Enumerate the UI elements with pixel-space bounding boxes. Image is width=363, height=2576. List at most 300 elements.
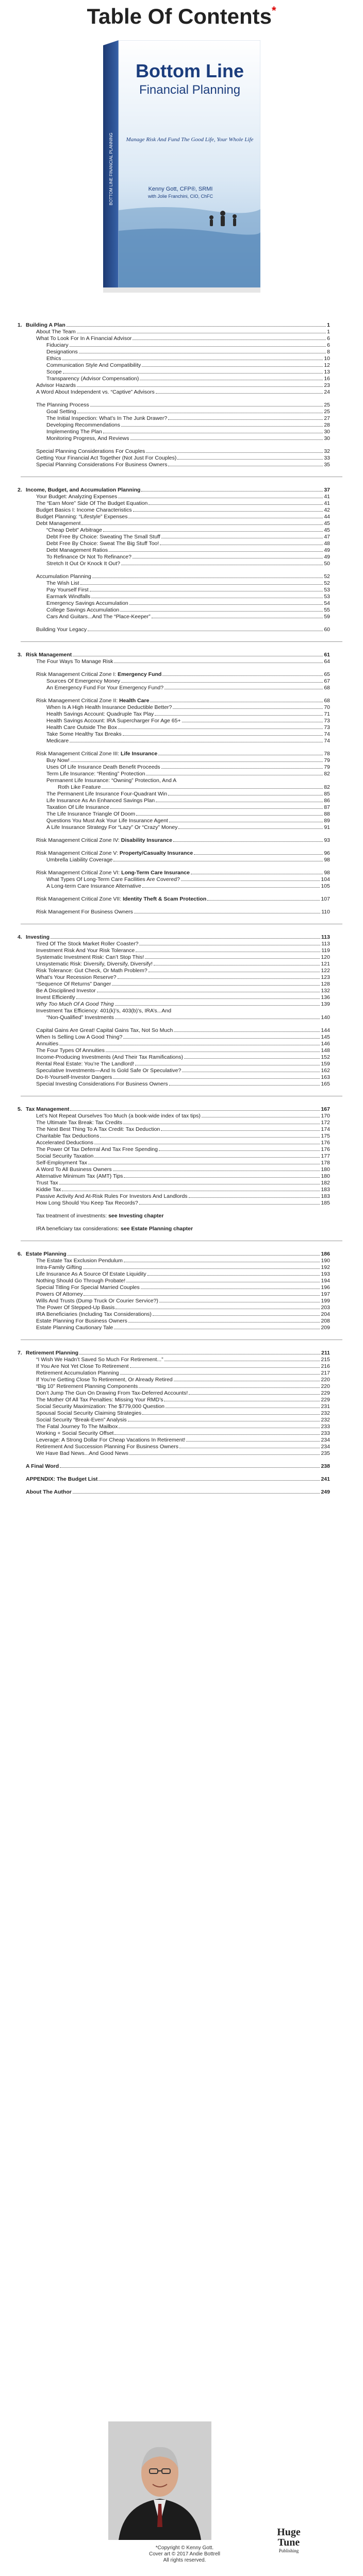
toc-entry-text: IRA Beneficiaries (Including Tax Considerations) — [36, 1311, 152, 1317]
toc-entry-title — [58, 784, 101, 790]
toc-entry-text: Risk Management Critical Zone I: — [36, 671, 118, 677]
toc-entry-text: Risk Management Critical Zone II: — [36, 698, 120, 704]
toc-entry-text: Debt Free By Choice: Sweating The Small Stuff — [46, 534, 160, 540]
author-photo — [108, 2421, 211, 2540]
toc-entry-text: Do-It-Yourself-Investor Dangers — [36, 1074, 112, 1080]
toc-entry[interactable] — [36, 1390, 330, 1396]
toc-page-number: 49 — [324, 547, 330, 553]
toc-entry[interactable] — [36, 870, 330, 876]
toc-entry[interactable] — [36, 1284, 330, 1291]
toc-entry[interactable] — [36, 1304, 330, 1311]
toc-entry[interactable] — [46, 876, 330, 883]
toc-entry[interactable] — [36, 573, 330, 580]
toc-entry-title — [36, 896, 206, 902]
toc-entry-title — [46, 342, 69, 348]
toc-entry[interactable] — [36, 1377, 330, 1383]
toc-entry-title — [36, 671, 161, 677]
toc-entry-text: Umbrella Liability Coverage — [46, 857, 113, 863]
leader-dots — [194, 854, 323, 855]
toc-entry[interactable] — [36, 1041, 330, 1047]
toc-entry[interactable] — [46, 534, 330, 540]
toc-entry-title — [36, 1173, 123, 1179]
toc-entry[interactable] — [36, 382, 330, 388]
toc-entry-text: How Long Should You Keep Tax Records? — [36, 1200, 138, 1206]
toc-entry-title — [26, 652, 72, 658]
toc-entry[interactable] — [36, 1213, 163, 1219]
toc-entry-text: The Planning Process — [36, 402, 89, 408]
toc-page-number: 139 — [321, 1001, 330, 1007]
toc-entry[interactable] — [36, 1318, 330, 1324]
toc-entry[interactable] — [36, 1126, 330, 1132]
toc-chapter[interactable] — [26, 1106, 330, 1112]
toc-entry[interactable] — [46, 422, 330, 428]
toc-page-number: 180 — [321, 1166, 330, 1173]
toc-page-number: 165 — [321, 1081, 330, 1087]
toc-entry[interactable] — [36, 1278, 330, 1284]
toc-page-number: 174 — [321, 1126, 330, 1132]
toc-entry-title — [36, 658, 113, 665]
toc-page-number: 203 — [321, 1304, 330, 1311]
toc-page-number: 123 — [321, 974, 330, 980]
toc-entry[interactable] — [58, 784, 330, 790]
toc-entry-title — [46, 798, 155, 804]
toc-entry[interactable] — [36, 1403, 330, 1410]
toc-entry[interactable] — [36, 1166, 330, 1173]
toc-entry[interactable] — [36, 1054, 330, 1060]
toc-entry-text: Self-Employment Tax — [36, 1160, 88, 1166]
toc-entry-text: Special Investing Considerations For Business Owners — [36, 1081, 168, 1087]
toc-entry[interactable] — [36, 1264, 330, 1270]
toc-page-number: 128 — [321, 981, 330, 987]
toc-entry-text: A Word About Independent vs. “Captive” Advisors — [36, 389, 155, 395]
toc-entry-text: Risk Management Critical Zone V: — [36, 850, 120, 856]
toc-entry[interactable] — [46, 764, 330, 770]
toc-entry[interactable] — [36, 329, 330, 335]
toc-entry-title — [36, 382, 76, 388]
toc-entry[interactable] — [46, 804, 330, 810]
toc-entry[interactable] — [46, 547, 330, 553]
toc-entry[interactable] — [46, 527, 330, 533]
toc-page-number: 146 — [321, 1041, 330, 1047]
toc-entry[interactable] — [36, 1047, 330, 1054]
toc-entry[interactable] — [36, 1258, 330, 1264]
leader-dots — [148, 504, 323, 505]
toc-entry-text: When Is A High Health Insurance Deductible Better? — [46, 704, 172, 710]
toc-entry-text: Sources Of Emergency Money — [46, 678, 120, 684]
toc-chapter[interactable] — [26, 487, 330, 493]
toc-entry[interactable] — [46, 883, 330, 889]
leader-dots — [76, 998, 320, 999]
toc-entry-title — [36, 1397, 163, 1403]
leader-dots — [113, 1078, 320, 1079]
leader-dots — [124, 1177, 320, 1178]
toc-page-number: 113 — [321, 941, 330, 947]
toc-page-number: 229 — [321, 1397, 330, 1403]
toc-entry[interactable] — [36, 1200, 330, 1206]
leader-dots — [141, 491, 323, 492]
leader-dots — [159, 1150, 320, 1151]
toc-entry[interactable] — [36, 1193, 330, 1199]
toc-entry-text: About The Author — [26, 1489, 72, 1495]
toc-entry[interactable] — [46, 594, 330, 600]
toc-page-number: 6 — [327, 335, 330, 342]
toc-entry[interactable] — [46, 429, 330, 435]
toc-entry[interactable] — [36, 1437, 330, 1443]
toc-entry-title — [36, 1041, 58, 1047]
toc-entry[interactable] — [46, 777, 176, 784]
leader-dots — [142, 1414, 320, 1415]
toc-entry[interactable] — [36, 462, 330, 468]
toc-entry-title — [46, 355, 61, 362]
book-cover-art — [103, 40, 260, 293]
toc-entry-text: Questions You Must Ask Your Life Insurance Agent — [46, 818, 168, 824]
toc-page-number: 16 — [324, 376, 330, 382]
toc-entry-title — [36, 1113, 201, 1119]
toc-entry-title — [36, 1140, 93, 1146]
toc-entry-title — [36, 941, 138, 947]
toc-entry[interactable] — [36, 1146, 330, 1153]
leader-dots — [51, 938, 320, 939]
toc-entry[interactable] — [46, 771, 330, 777]
toc-entry-title — [36, 947, 135, 954]
toc-entry[interactable] — [36, 909, 330, 915]
toc-entry[interactable] — [36, 1370, 330, 1376]
toc-chapter[interactable] — [26, 934, 330, 940]
toc-entry-title — [46, 811, 135, 817]
toc-entry-text: Social Security Taxation — [36, 1153, 94, 1159]
toc-entry-title — [46, 824, 177, 831]
toc-page-number: 194 — [321, 1278, 330, 1284]
toc-page-number: 30 — [324, 435, 330, 442]
toc-entry[interactable] — [36, 1226, 193, 1232]
toc-entry[interactable] — [36, 335, 330, 342]
toc-entry[interactable] — [46, 349, 330, 355]
toc-entry[interactable] — [46, 600, 330, 606]
toc-page-number: 41 — [324, 494, 330, 500]
book-author2: with Jolie Franchini, CIO, ChFC — [147, 194, 213, 199]
toc-entry[interactable] — [36, 850, 330, 856]
toc-entry-text: If You Are Not Yet Close To Retirement — [36, 1363, 129, 1369]
toc-entry[interactable] — [46, 757, 330, 764]
toc-page-number: 159 — [321, 1061, 330, 1067]
toc-entry[interactable] — [46, 811, 330, 817]
toc-entry[interactable] — [36, 1133, 330, 1139]
toc-page-number: 180 — [321, 1173, 330, 1179]
toc-entry[interactable] — [46, 685, 330, 691]
toc-entry[interactable] — [46, 580, 330, 586]
toc-entry-title — [46, 349, 78, 355]
toc-entry-text: Capital Gains Are Great! Capital Gains Tax, Not So Much — [36, 1027, 173, 1033]
toc-entry[interactable] — [36, 837, 330, 843]
toc-chapter[interactable] — [26, 322, 330, 328]
toc-entry-title — [36, 402, 89, 408]
toc-entry[interactable] — [36, 1357, 330, 1363]
toc-page-number: 234 — [321, 1444, 330, 1450]
toc-entry[interactable] — [46, 376, 330, 382]
toc-entry[interactable] — [36, 1067, 330, 1074]
toc-entry[interactable] — [36, 1001, 330, 1007]
toc-chapter[interactable] — [26, 1251, 330, 1257]
toc-entry[interactable] — [46, 1014, 330, 1021]
toc-entry[interactable] — [36, 1061, 330, 1067]
toc-entry[interactable] — [36, 1271, 330, 1277]
toc-entry[interactable] — [36, 1383, 330, 1389]
toc-entry-title — [46, 580, 79, 586]
toc-entry[interactable] — [46, 362, 330, 368]
toc-page-number: 93 — [324, 837, 330, 843]
leader-dots — [161, 768, 323, 769]
toc-page-number: 37 — [324, 487, 330, 493]
toc-page-number: 235 — [321, 1450, 330, 1456]
toc-page-number: 170 — [321, 1113, 330, 1119]
toc-entry-title — [36, 520, 80, 527]
toc-entry[interactable] — [36, 1173, 330, 1179]
toc-entry[interactable] — [46, 342, 330, 348]
toc-page-number: 192 — [321, 1264, 330, 1270]
toc-entry[interactable] — [36, 1410, 330, 1416]
toc-entry-text: “Cheap Debt” Arbitrage — [46, 527, 102, 533]
toc-entry[interactable] — [36, 1113, 330, 1119]
toc-entry[interactable] — [36, 455, 330, 461]
toc-page-number: 50 — [324, 561, 330, 567]
toc-entry[interactable] — [36, 1074, 330, 1080]
toc-entry[interactable] — [36, 514, 330, 520]
toc-chapter[interactable] — [26, 1350, 330, 1356]
toc-entry[interactable] — [46, 724, 330, 731]
toc-entry-text: The “Earn More” Side Of The Budget Equation — [36, 500, 148, 506]
toc-page-number: 45 — [324, 527, 330, 533]
toc-entry-text: Debt Free By Choice: Sweat The Big Stuff Too! — [46, 540, 159, 547]
toc-entry[interactable] — [36, 448, 330, 454]
toc-page-number: 145 — [321, 1034, 330, 1040]
toc-entry-text: Budget Planning: “Lifestyle” Expenses — [36, 514, 128, 520]
toc-entry[interactable] — [36, 1423, 330, 1430]
toc-entry[interactable] — [46, 678, 330, 684]
toc-chapter[interactable] — [26, 652, 330, 658]
leader-dots — [102, 788, 323, 789]
toc-entry[interactable] — [36, 954, 330, 960]
toc-page-number: 177 — [321, 1153, 330, 1159]
toc-entry[interactable] — [46, 718, 330, 724]
toc-entry-title — [46, 718, 181, 724]
toc-entry[interactable] — [46, 738, 330, 744]
toc-entry[interactable] — [36, 1027, 330, 1033]
toc-entry[interactable] — [46, 857, 330, 863]
toc-entry[interactable] — [36, 981, 330, 987]
toc-entry-title — [36, 1417, 127, 1423]
toc-entry[interactable] — [36, 974, 330, 980]
toc-page-number: 8 — [327, 349, 330, 355]
toc-entry-title — [36, 1027, 173, 1033]
toc-entry-title — [36, 1034, 122, 1040]
toc-entry[interactable] — [36, 1363, 330, 1369]
toc-entry-title: IRA beneficiary tax considerations: — [36, 1226, 121, 1232]
toc-page-number: 79 — [324, 757, 330, 764]
toc-entry[interactable] — [36, 1291, 330, 1297]
toc-page-number: 54 — [324, 600, 330, 606]
toc-page-number: 53 — [324, 587, 330, 593]
toc-entry-text: Retirement Accumulation Planning — [36, 1370, 119, 1376]
toc-entry-text: The Power Of Stepped-Up Basis — [36, 1304, 115, 1311]
toc-entry[interactable] — [36, 988, 330, 994]
toc-entry-text: Taxation Of Life Insurance — [46, 804, 109, 810]
toc-entry[interactable] — [36, 402, 330, 408]
toc-entry[interactable] — [36, 1430, 330, 1436]
toc-page-number: 113 — [321, 934, 330, 940]
toc-entry-title: Investment Tax Efficiency: 401(k)’s, 403(b)’s, IRA’s...And — [36, 1008, 172, 1014]
toc-entry[interactable] — [36, 1120, 330, 1126]
toc-entry[interactable] — [36, 1034, 330, 1040]
toc-entry-text: Working + Social Security Offset — [36, 1430, 114, 1436]
toc-entry[interactable] — [36, 1417, 330, 1423]
toc-entry-title — [46, 534, 160, 540]
toc-entry[interactable] — [36, 961, 330, 967]
toc-entry[interactable] — [46, 731, 330, 737]
toc-entry[interactable] — [46, 587, 330, 593]
toc-entry[interactable] — [36, 1153, 330, 1159]
toc-entry[interactable] — [36, 500, 330, 506]
toc-page-number: 73 — [324, 718, 330, 724]
toc-entry-title — [46, 876, 180, 883]
toc-entry-title — [36, 462, 167, 468]
toc-entry[interactable] — [36, 896, 330, 902]
leader-dots — [83, 1268, 320, 1269]
toc-entry-text: The Initial Inspection: What’s In The Junk Drawer? — [46, 415, 168, 421]
toc-entry[interactable] — [36, 1444, 330, 1450]
leader-dots — [77, 386, 323, 387]
toc-entry-title — [36, 1180, 58, 1186]
toc-entry[interactable] — [46, 614, 330, 620]
toc-entry[interactable] — [36, 994, 330, 1001]
toc-entry-title — [36, 994, 75, 1001]
toc-entry-title — [36, 1153, 93, 1159]
toc-entry[interactable] — [46, 607, 330, 613]
leader-dots — [70, 1110, 320, 1111]
toc-chapter[interactable] — [26, 1489, 330, 1495]
toc-entry[interactable] — [46, 355, 330, 362]
leader-dots — [139, 1204, 320, 1205]
toc-entry[interactable] — [46, 369, 330, 375]
toc-entry[interactable] — [36, 658, 330, 665]
toc-page-number: 74 — [324, 731, 330, 737]
leader-dots — [121, 682, 323, 683]
toc-entry[interactable] — [36, 1008, 171, 1014]
toc-entry[interactable] — [36, 671, 330, 677]
toc-entry[interactable] — [46, 704, 330, 710]
toc-chapter[interactable] — [26, 1476, 330, 1482]
toc-entry-title — [36, 1160, 87, 1166]
toc-entry[interactable] — [36, 520, 330, 527]
toc-entry-text: The Four Types Of Annuities — [36, 1047, 105, 1054]
toc-entry[interactable] — [46, 791, 330, 797]
toc-entry[interactable] — [36, 968, 330, 974]
toc-entry-title — [36, 1061, 134, 1067]
toc-entry-title — [46, 415, 167, 421]
leader-dots — [177, 459, 323, 460]
publisher-logo — [268, 2527, 309, 2558]
toc-entry-text: Kiddie Tax — [36, 1187, 61, 1193]
toc-entry[interactable] — [36, 751, 330, 757]
toc-entry[interactable] — [36, 626, 330, 633]
toc-entry[interactable] — [36, 698, 330, 704]
toc-entry-title — [46, 711, 154, 717]
toc-chapter[interactable] — [26, 1463, 330, 1469]
chapter-number: 4. — [18, 934, 22, 940]
toc-entry[interactable] — [36, 1325, 330, 1331]
toc-entry-text: Systematic Investment Risk: Can’t Stop This! — [36, 954, 144, 960]
toc-entry-bold: see Estate Planning chapter — [121, 1226, 193, 1232]
toc-entry-text: Getting Your Financial Act Together (Not Just For Couples) — [36, 455, 177, 461]
toc-entry[interactable] — [36, 1187, 330, 1193]
toc-entry-text: Goal Setting — [46, 409, 76, 415]
toc-entry-title — [46, 561, 120, 567]
toc-entry[interactable] — [36, 1180, 330, 1186]
toc-entry-title — [36, 1278, 125, 1284]
toc-entry[interactable] — [46, 824, 330, 831]
leader-dots — [139, 1387, 320, 1388]
toc-entry[interactable] — [46, 818, 330, 824]
toc-entry-title — [36, 1383, 138, 1389]
toc-entry[interactable] — [36, 389, 330, 395]
toc-entry[interactable] — [36, 1450, 330, 1456]
toc-entry[interactable] — [36, 1081, 330, 1087]
toc-entry-title — [36, 1120, 122, 1126]
toc-entry[interactable] — [36, 947, 330, 954]
toc-page-number: 217 — [321, 1370, 330, 1376]
toc-entry-text: The Power Of Tax Deferral And Tax Free Spending — [36, 1146, 158, 1153]
toc-entry[interactable] — [46, 415, 330, 421]
toc-entry[interactable] — [46, 409, 330, 415]
toc-entry-title — [46, 764, 160, 770]
toc-page-number: 220 — [321, 1377, 330, 1383]
toc-entry[interactable] — [46, 435, 330, 442]
toc-entry[interactable] — [46, 711, 330, 717]
toc-entry[interactable] — [36, 507, 330, 513]
leader-dots — [60, 1467, 320, 1468]
toc-entry-title — [46, 704, 172, 710]
leader-dots — [189, 1394, 320, 1395]
toc-entry[interactable] — [36, 1311, 330, 1317]
toc-entry[interactable] — [46, 540, 330, 547]
toc-entry-title — [46, 540, 159, 547]
toc-entry[interactable] — [46, 561, 330, 567]
toc-entry-text: A Word To All Business Owners — [36, 1166, 112, 1173]
chapter-number: 7. — [18, 1350, 22, 1356]
toc-entry-bold: Emergency Fund — [118, 671, 162, 677]
toc-entry-text: Nothing Should Go Through Probate! — [36, 1278, 126, 1284]
toc-entry[interactable] — [36, 1160, 330, 1166]
toc-entry[interactable] — [46, 798, 330, 804]
toc-entry-text: Risk Management Critical Zone VI: — [36, 870, 122, 876]
toc-entry[interactable] — [36, 1397, 330, 1403]
toc-entry-title — [36, 988, 96, 994]
toc-page-number: 71 — [324, 711, 330, 717]
toc-entry-text: Accumulation Planning — [36, 573, 91, 580]
toc-page-number: 74 — [324, 738, 330, 744]
toc-entry[interactable] — [46, 554, 330, 560]
toc-entry-text: Risk Management For Business Owners — [36, 909, 133, 915]
leader-dots — [112, 985, 320, 986]
toc-entry[interactable] — [36, 1140, 330, 1146]
toc-entry-title — [36, 626, 87, 633]
leader-dots — [162, 675, 323, 676]
toc-entry[interactable] — [36, 494, 330, 500]
toc-entry[interactable] — [36, 1298, 330, 1304]
toc-entry-text: Special Planning Considerations For Couples — [36, 448, 145, 454]
toc-entry-text: Medicare — [46, 738, 69, 744]
toc-entry[interactable] — [36, 941, 330, 947]
chapter-number: 1. — [18, 322, 22, 328]
